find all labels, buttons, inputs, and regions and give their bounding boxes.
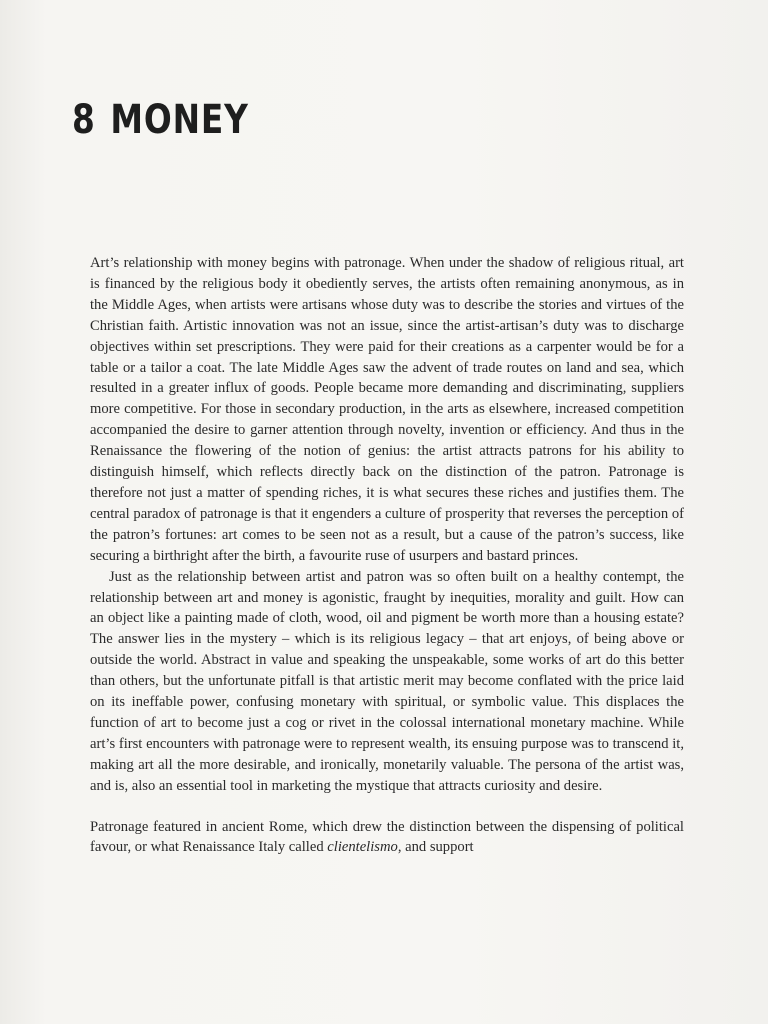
chapter-number: 8	[72, 97, 96, 143]
paragraph-3-text-before: Patronage featured in ancient Rome, which drew the distinction between the dispensing of political favour, or what Renaissance Italy called	[90, 818, 684, 856]
paragraph-3-text-after: , and support	[397, 839, 474, 856]
body-text	[90, 253, 684, 858]
chapter-heading	[72, 96, 249, 144]
chapter-title: MONEY	[110, 97, 249, 143]
paragraph-3-italic-term: clientelismo	[327, 839, 398, 856]
paragraph-1: Art’s relationship with money begins with patronage. When under the shadow of religious ritual, art is financed by the religious body it obediently serves, the artists often remaining anonymous, as in the Middle Ages, when artists were artisans whose duty was to describe the stories and virtues of the Christian faith. Artistic innovation was not an issue, since the artist-artisan’s duty was to discharge objectives within set prescriptions. They were paid for their creations as a carpenter would be for a table or a tailor a coat. The late Middle Ages saw the advent of trade routes on land and sea, which resulted in a greater influx of goods. People became more demanding and discriminating, suppliers more competitive. For those in secondary production, in the arts as elsewhere, increased competition accompanied the desire to garner attention through novelty, invention or efficiency. And thus in the Renaissance the flowering of the notion of genius: the artist attracts patrons for his ability to distinguish himself, which reflects directly back on the distinction of the patron. Patronage is therefore not just a matter of spending riches, it is what secures these riches and justifies them. The central paradox of patronage is that it engenders a culture of prosperity that reverses the perception of the patron’s fortunes: art comes to be seen not as a result, but a cause of the patron’s success, like securing a birthright after the birth, a favourite ruse of usurpers and bastard princes.	[90, 255, 684, 564]
paragraph-2: Just as the relationship between artist and patron was so often built on a healthy contempt, the relationship between art and money is agonistic, fraught by inequities, morality and guilt. How can an object like a painting made of cloth, wood, oil and pigment be worth more than a housing estate? The answer lies in the mystery – which is its religious legacy – that art enjoys, of being above or outside the world. Abstract in value and speaking the unspeakable, some works of art do this better than others, but the unfortunate pitfall is that artistic merit may become conflated with the price laid on its ineffable power, confusing monetary with spiritual, or symbolic value. This displaces the function of art to become just a cog or rivet in the colossal international monetary machine. While art’s first encounters with patronage were to represent wealth, its ensuing purpose was to transcend it, making art all the more desirable, and ironically, monetarily valuable. The persona of the artist was, and is, also an essential tool in marketing the mystique that attracts curiosity and desire.	[90, 568, 684, 794]
paragraph-3	[90, 817, 684, 859]
